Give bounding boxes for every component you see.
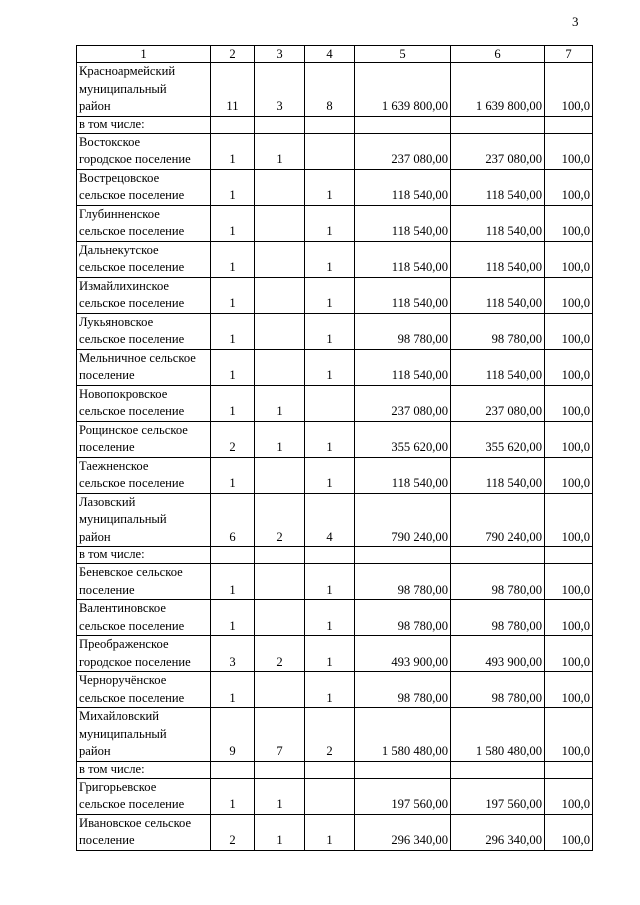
col-c7-cell: 100,0 <box>545 421 593 457</box>
col-c5-cell: 1 580 480,00 <box>355 708 451 762</box>
col-c3-cell: 3 <box>255 63 305 117</box>
row-name-line: Михайловский <box>79 709 160 723</box>
col-c3-cell <box>255 547 305 564</box>
col-c7-cell: 100,0 <box>545 636 593 672</box>
col-c4-cell: 1 <box>305 814 355 850</box>
col-c3-cell: 1 <box>255 778 305 814</box>
col-c2-cell <box>211 547 255 564</box>
col-c2-cell: 1 <box>211 205 255 241</box>
col-c3-cell <box>255 600 305 636</box>
row-name-line: сельское поселение <box>79 332 185 346</box>
col-c5-cell: 98 780,00 <box>355 672 451 708</box>
table-row <box>77 116 593 133</box>
col-c3-cell: 2 <box>255 493 305 547</box>
row-name-line: район <box>79 744 111 758</box>
col-c2-cell: 1 <box>211 133 255 169</box>
row-name-cell <box>77 63 211 117</box>
col-c5-cell: 98 780,00 <box>355 600 451 636</box>
col-c7-cell: 100,0 <box>545 493 593 547</box>
row-name-cell <box>77 778 211 814</box>
col-c4-cell: 1 <box>305 241 355 277</box>
col-c7-cell: 100,0 <box>545 708 593 762</box>
row-name-line: сельское поселение <box>79 296 185 310</box>
row-name-cell <box>77 761 211 778</box>
col-c4-cell: 1 <box>305 169 355 205</box>
col-c2-cell: 1 <box>211 778 255 814</box>
col-c7-cell: 100,0 <box>545 277 593 313</box>
col-c2-cell: 1 <box>211 277 255 313</box>
row-name-cell <box>77 636 211 672</box>
row-name-cell <box>77 547 211 564</box>
row-name-line: Новопокровское <box>79 386 168 401</box>
col-c2-cell: 1 <box>211 564 255 600</box>
col-c5-cell: 237 080,00 <box>355 385 451 421</box>
col-c7-cell: 100,0 <box>545 457 593 493</box>
col-c2-cell: 1 <box>211 169 255 205</box>
col-c4-cell <box>305 761 355 778</box>
col-c7-cell: 100,0 <box>545 778 593 814</box>
col-c5-cell: 790 240,00 <box>355 493 451 547</box>
col-c7-cell: 100,0 <box>545 385 593 421</box>
col-c7-cell <box>545 116 593 133</box>
table-row <box>77 672 593 708</box>
col-c6-cell <box>451 761 545 778</box>
col-c6-cell: 1 639 800,00 <box>451 63 545 117</box>
col-c7-cell <box>545 547 593 564</box>
col-c5-cell: 98 780,00 <box>355 313 451 349</box>
col-c5-cell: 296 340,00 <box>355 814 451 850</box>
table-row <box>77 241 593 277</box>
row-name-line: Преображенское <box>79 637 169 651</box>
col-c4-cell: 1 <box>305 564 355 600</box>
col-c4-cell: 4 <box>305 493 355 547</box>
header-cell: 1 <box>77 46 211 63</box>
col-c5-cell: 493 900,00 <box>355 636 451 672</box>
row-name-line: район <box>79 529 111 544</box>
col-c7-cell <box>545 761 593 778</box>
table-row <box>77 277 593 313</box>
header-cell: 3 <box>255 46 305 63</box>
row-name-line: Ивановское сельское <box>79 815 192 830</box>
col-c4-cell: 1 <box>305 349 355 385</box>
col-c6-cell: 98 780,00 <box>451 564 545 600</box>
col-c4-cell: 1 <box>305 205 355 241</box>
col-c6-cell: 118 540,00 <box>451 205 545 241</box>
row-name-line: поселение <box>79 440 135 454</box>
table-row <box>77 457 593 493</box>
col-c3-cell <box>255 761 305 778</box>
col-c6-cell: 118 540,00 <box>451 277 545 313</box>
col-c2-cell: 1 <box>211 313 255 349</box>
row-name-line: сельское поселение <box>79 224 185 238</box>
col-c6-cell: 493 900,00 <box>451 636 545 672</box>
col-c6-cell: 1 580 480,00 <box>451 708 545 762</box>
col-c3-cell: 1 <box>255 133 305 169</box>
row-name-line: район <box>79 99 111 113</box>
col-c6-cell: 118 540,00 <box>451 349 545 385</box>
table-row <box>77 349 593 385</box>
col-c6-cell: 98 780,00 <box>451 672 545 708</box>
row-name-line: Красноармейский <box>79 64 176 78</box>
col-c3-cell <box>255 241 305 277</box>
table-row <box>77 564 593 600</box>
col-c4-cell <box>305 116 355 133</box>
row-name-line: Глубинненское <box>79 206 160 221</box>
col-c5-cell <box>355 547 451 564</box>
table-row <box>77 385 593 421</box>
col-c7-cell: 100,0 <box>545 63 593 117</box>
col-c6-cell: 118 540,00 <box>451 169 545 205</box>
col-c6-cell: 237 080,00 <box>451 385 545 421</box>
row-name-line: Валентиновское <box>79 601 166 615</box>
col-c6-cell: 98 780,00 <box>451 600 545 636</box>
col-c4-cell: 1 <box>305 672 355 708</box>
row-name-cell <box>77 205 211 241</box>
col-c7-cell: 100,0 <box>545 241 593 277</box>
col-c3-cell <box>255 313 305 349</box>
row-name-cell <box>77 421 211 457</box>
col-c3-cell <box>255 672 305 708</box>
col-c4-cell: 1 <box>305 421 355 457</box>
col-c7-cell: 100,0 <box>545 205 593 241</box>
row-name-line: поселение <box>79 368 135 382</box>
col-c6-cell <box>451 547 545 564</box>
col-c3-cell: 2 <box>255 636 305 672</box>
col-c2-cell: 3 <box>211 636 255 672</box>
row-name-line: Измайлихинское <box>79 278 170 293</box>
row-name-cell <box>77 133 211 169</box>
row-name-line: Востокское <box>79 134 141 149</box>
table-row <box>77 708 593 762</box>
row-name-cell <box>77 708 211 762</box>
col-c5-cell: 118 540,00 <box>355 277 451 313</box>
table-row <box>77 63 593 117</box>
col-c4-cell <box>305 133 355 169</box>
table-row <box>77 761 593 778</box>
row-name-line: сельское поселение <box>79 797 185 811</box>
row-name-cell <box>77 116 211 133</box>
row-name-line: сельское поселение <box>79 618 185 633</box>
col-c4-cell: 1 <box>305 600 355 636</box>
col-c3-cell <box>255 116 305 133</box>
col-c2-cell <box>211 116 255 133</box>
col-c4-cell <box>305 778 355 814</box>
col-c3-cell <box>255 277 305 313</box>
row-name-line: муниципальный <box>79 512 167 526</box>
table-row <box>77 169 593 205</box>
col-c6-cell: 790 240,00 <box>451 493 545 547</box>
data-table <box>76 45 593 851</box>
row-name-line: сельское поселение <box>79 690 185 705</box>
row-name-line: Григорьевское <box>79 779 157 794</box>
table-row <box>77 600 593 636</box>
row-name-cell <box>77 169 211 205</box>
col-c3-cell <box>255 564 305 600</box>
col-c4-cell: 1 <box>305 277 355 313</box>
page-number: 3 <box>572 14 579 29</box>
col-c7-cell: 100,0 <box>545 814 593 850</box>
col-c4-cell: 1 <box>305 457 355 493</box>
row-name-cell <box>77 493 211 547</box>
table-row <box>77 205 593 241</box>
col-c6-cell <box>451 116 545 133</box>
col-c2-cell: 1 <box>211 241 255 277</box>
col-c3-cell <box>255 169 305 205</box>
col-c3-cell <box>255 205 305 241</box>
col-c5-cell: 355 620,00 <box>355 421 451 457</box>
table-row <box>77 493 593 547</box>
col-c6-cell: 355 620,00 <box>451 421 545 457</box>
col-c5-cell: 118 540,00 <box>355 205 451 241</box>
col-c7-cell: 100,0 <box>545 313 593 349</box>
col-c5-cell: 237 080,00 <box>355 133 451 169</box>
header-cell: 7 <box>545 46 593 63</box>
col-c2-cell: 2 <box>211 421 255 457</box>
col-c6-cell: 118 540,00 <box>451 241 545 277</box>
col-c3-cell: 1 <box>255 421 305 457</box>
col-c4-cell: 1 <box>305 636 355 672</box>
header-row <box>77 46 593 63</box>
row-name-line: Лукьяновское <box>79 314 154 329</box>
row-name-line: в том числе: <box>79 116 145 131</box>
header-cell: 6 <box>451 46 545 63</box>
col-c2-cell: 9 <box>211 708 255 762</box>
row-name-line: Вострецовское <box>79 170 160 185</box>
row-name-line: городское поселение <box>79 152 191 166</box>
col-c7-cell: 100,0 <box>545 169 593 205</box>
col-c5-cell <box>355 761 451 778</box>
col-c5-cell: 118 540,00 <box>355 241 451 277</box>
col-c6-cell: 237 080,00 <box>451 133 545 169</box>
col-c7-cell: 100,0 <box>545 600 593 636</box>
col-c6-cell: 296 340,00 <box>451 814 545 850</box>
table-row <box>77 421 593 457</box>
row-name-line: Черноручёнское <box>79 673 167 687</box>
col-c2-cell: 1 <box>211 457 255 493</box>
row-name-line: в том числе: <box>79 761 145 776</box>
row-name-cell <box>77 457 211 493</box>
col-c4-cell: 2 <box>305 708 355 762</box>
col-c4-cell <box>305 385 355 421</box>
col-c5-cell: 118 540,00 <box>355 349 451 385</box>
header-cell: 2 <box>211 46 255 63</box>
col-c7-cell: 100,0 <box>545 672 593 708</box>
row-name-cell <box>77 672 211 708</box>
col-c2-cell <box>211 761 255 778</box>
table-row <box>77 313 593 349</box>
row-name-cell <box>77 564 211 600</box>
row-name-line: Лазовский <box>79 494 136 509</box>
row-name-cell <box>77 277 211 313</box>
col-c4-cell: 1 <box>305 313 355 349</box>
col-c6-cell: 197 560,00 <box>451 778 545 814</box>
col-c6-cell: 118 540,00 <box>451 457 545 493</box>
header-cell: 5 <box>355 46 451 63</box>
row-name-line: Мельничное сельское <box>79 350 196 365</box>
col-c7-cell: 100,0 <box>545 133 593 169</box>
col-c5-cell: 118 540,00 <box>355 457 451 493</box>
col-c6-cell: 98 780,00 <box>451 313 545 349</box>
table-row <box>77 778 593 814</box>
col-c7-cell: 100,0 <box>545 349 593 385</box>
row-name-cell <box>77 313 211 349</box>
header-cell: 4 <box>305 46 355 63</box>
row-name-line: городское поселение <box>79 654 191 669</box>
col-c5-cell: 98 780,00 <box>355 564 451 600</box>
col-c3-cell <box>255 349 305 385</box>
table-row <box>77 814 593 850</box>
col-c2-cell: 1 <box>211 385 255 421</box>
col-c2-cell: 1 <box>211 672 255 708</box>
col-c3-cell: 1 <box>255 385 305 421</box>
table-row <box>77 133 593 169</box>
row-name-line: Таежненское <box>79 458 149 473</box>
row-name-cell <box>77 349 211 385</box>
row-name-line: сельское поселение <box>79 476 185 490</box>
row-name-cell <box>77 600 211 636</box>
row-name-line: Рощинское сельское <box>79 422 188 437</box>
row-name-line: поселение <box>79 582 135 597</box>
row-name-line: сельское поселение <box>79 188 185 202</box>
col-c5-cell: 1 639 800,00 <box>355 63 451 117</box>
row-name-line: сельское поселение <box>79 404 185 418</box>
table-row <box>77 547 593 564</box>
col-c4-cell <box>305 547 355 564</box>
col-c2-cell: 1 <box>211 349 255 385</box>
col-c2-cell: 1 <box>211 600 255 636</box>
row-name-cell <box>77 814 211 850</box>
row-name-line: муниципальный <box>79 81 167 96</box>
row-name-line: в том числе: <box>79 547 145 561</box>
col-c5-cell <box>355 116 451 133</box>
row-name-cell <box>77 385 211 421</box>
col-c2-cell: 11 <box>211 63 255 117</box>
row-name-line: Беневское сельское <box>79 565 183 579</box>
col-c2-cell: 6 <box>211 493 255 547</box>
col-c3-cell: 7 <box>255 708 305 762</box>
col-c3-cell: 1 <box>255 814 305 850</box>
col-c2-cell: 2 <box>211 814 255 850</box>
col-c3-cell <box>255 457 305 493</box>
row-name-line: Дальнекутское <box>79 242 159 257</box>
row-name-line: поселение <box>79 833 135 847</box>
col-c5-cell: 118 540,00 <box>355 169 451 205</box>
row-name-line: муниципальный <box>79 726 167 741</box>
col-c7-cell: 100,0 <box>545 564 593 600</box>
table-row <box>77 636 593 672</box>
col-c4-cell: 8 <box>305 63 355 117</box>
row-name-cell <box>77 241 211 277</box>
row-name-line: сельское поселение <box>79 260 185 274</box>
col-c5-cell: 197 560,00 <box>355 778 451 814</box>
